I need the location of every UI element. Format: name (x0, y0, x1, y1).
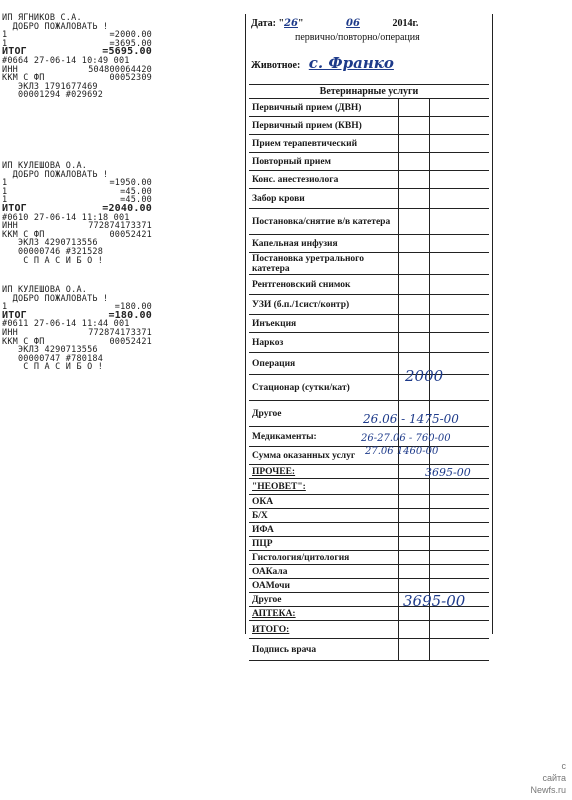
service-row (249, 333, 489, 353)
receipt-line: ДОБРО ПОЖАЛОВАТЬ ! (2, 169, 109, 180)
services-table (249, 84, 489, 661)
service-label: "НЕОВЕТ": (249, 479, 399, 494)
service-label: Другое (249, 401, 399, 426)
receipt-2 (2, 162, 152, 265)
service-row (249, 153, 489, 171)
receipt-line: С П А С И Б О ! (2, 362, 104, 373)
service-label: ОКА (249, 495, 399, 508)
service-row (249, 209, 489, 235)
vet-services-form (245, 14, 493, 655)
handwritten-medikamenty: 26.06 - 1475-00 (363, 412, 459, 426)
receipt-line: ККМ С ФП 00052421 (2, 229, 152, 240)
service-row (249, 189, 489, 209)
service-label: Прием терапевтический (249, 135, 399, 152)
date-year: 2014г. (392, 18, 419, 29)
handwritten-itogo: 3695-00 (403, 592, 466, 610)
service-row (249, 315, 489, 333)
service-row (249, 253, 489, 275)
service-row (249, 479, 489, 495)
handwritten-neovet: 3695-00 (425, 466, 471, 479)
service-label: ИТОГО: (249, 621, 399, 638)
service-row (249, 117, 489, 135)
service-label: Постановка/снятие в/в катетера (249, 209, 399, 234)
receipt-line: 1 =3695.00 (2, 38, 152, 49)
service-row (249, 509, 489, 523)
service-row (249, 537, 489, 551)
service-label: Медикаменты: (249, 427, 399, 446)
service-label: Первичный прием (ДВН) (249, 99, 399, 116)
receipt-line: ИТОГ =5695.00 (2, 46, 152, 58)
service-label: Конс. анестезиолога (249, 171, 399, 188)
service-row (249, 235, 489, 253)
receipt-line: #0611 27-06-14 11:44 001 (2, 319, 130, 330)
receipt-line: 00001294 #029692 (2, 90, 104, 101)
service-row (249, 551, 489, 565)
receipt-line: ИТОГ =2040.00 (2, 202, 152, 214)
service-label: ПЦР (249, 537, 399, 550)
receipt-1 (2, 14, 152, 100)
watermark: с сайта Newfs.ru (530, 761, 566, 795)
receipt-line: #0664 27-06-14 10:49 001 (2, 55, 130, 66)
receipt-line: 1 =2000.00 (2, 30, 152, 41)
animal-value: с. Франко (308, 54, 394, 72)
receipt-line: ИНН 504800064420 (2, 64, 152, 75)
date-month: 06 (346, 18, 360, 29)
service-row (249, 295, 489, 315)
service-label: Подпись врача (249, 639, 399, 660)
service-label: Рентгеновский снимок (249, 275, 399, 294)
receipt-line: С П А С И Б О ! (2, 255, 104, 266)
receipt-line: ИТОГ =180.00 (2, 309, 152, 321)
service-label: ОАКала (249, 565, 399, 578)
service-label: ОАМочи (249, 579, 399, 592)
service-row (249, 171, 489, 189)
handwritten-summa: 26-27.06 - 760-00 (361, 433, 451, 444)
service-label: Наркоз (249, 333, 399, 352)
service-label: Капельная инфузия (249, 235, 399, 252)
service-row (249, 495, 489, 509)
receipt-line: ККМ С ФП 00052309 (2, 73, 152, 84)
date-day: 26 (284, 18, 298, 29)
receipt-line: ИП КУЛЕШОВА О.А. (2, 161, 88, 171)
receipt-line: 1 =1950.00 (2, 178, 152, 189)
service-label: АПТЕКА: (249, 607, 399, 620)
receipt-line: ЭКЛЗ 4290713556 (2, 238, 98, 249)
service-label: Операция (249, 353, 399, 374)
service-label: Постановка уретрального катетера (249, 253, 399, 274)
service-label: ИФА (249, 523, 399, 536)
receipt-line: 00000747 #780184 (2, 353, 104, 364)
date-line: Дата: "26" 06 2014г. (251, 18, 419, 29)
service-row (249, 275, 489, 295)
receipt-line: ДОБРО ПОЖАЛОВАТЬ ! (2, 21, 109, 32)
service-row (249, 639, 489, 661)
service-row (249, 375, 489, 401)
service-label: Стационар (сутки/кат) (249, 375, 399, 400)
receipt-line: ИНН 772874173371 (2, 327, 152, 338)
receipt-3 (2, 286, 152, 372)
service-label: Повторный прием (249, 153, 399, 170)
service-row (249, 565, 489, 579)
service-row (249, 353, 489, 375)
receipt-line: 00000746 #321528 (2, 246, 104, 257)
visit-type: первично/повторно/операция (295, 32, 420, 43)
service-label: Гистология/цитология (249, 551, 399, 564)
receipt-line: ККМ С ФП 00052421 (2, 336, 152, 347)
receipt-line: ДОБРО ПОЖАЛОВАТЬ ! (2, 293, 109, 304)
receipt-line: 1 =45.00 (2, 195, 152, 206)
receipt-line: ЭКЛЗ 1791677469 (2, 81, 98, 92)
handwritten-prochee: 27.06 1460-00 (365, 446, 439, 457)
receipt-line: ИНН 772874173371 (2, 221, 152, 232)
receipt-line: ИП КУЛЕШОВА О.А. (2, 285, 88, 295)
service-label: Первичный прием (КВН) (249, 117, 399, 134)
service-label: Б/Х (249, 509, 399, 522)
service-row (249, 621, 489, 639)
service-label: Другое (249, 593, 399, 606)
receipt-line: #0610 27-06-14 11:18 001 (2, 212, 130, 223)
receipt-line: ЭКЛЗ 4290713556 (2, 345, 98, 356)
handwritten-stationar: 2000 (405, 367, 444, 385)
receipt-line: ИП ЯГНИКОВ С.А. (2, 13, 82, 23)
service-row (249, 523, 489, 537)
animal-line: Животное: с. Франко (251, 54, 394, 72)
service-label: Сумма оказанных услуг (249, 447, 399, 464)
service-row (249, 579, 489, 593)
service-label: УЗИ (б.п./1сист/контр) (249, 295, 399, 314)
service-label: Инъекция (249, 315, 399, 332)
section-title: Ветеринарные услуги (249, 85, 489, 99)
service-row (249, 135, 489, 153)
receipt-line: 1 =180.00 (2, 302, 152, 313)
service-label: ПРОЧЕЕ: (249, 465, 399, 478)
receipt-line: 1 =45.00 (2, 186, 152, 197)
service-label: Забор крови (249, 189, 399, 208)
service-row (249, 99, 489, 117)
